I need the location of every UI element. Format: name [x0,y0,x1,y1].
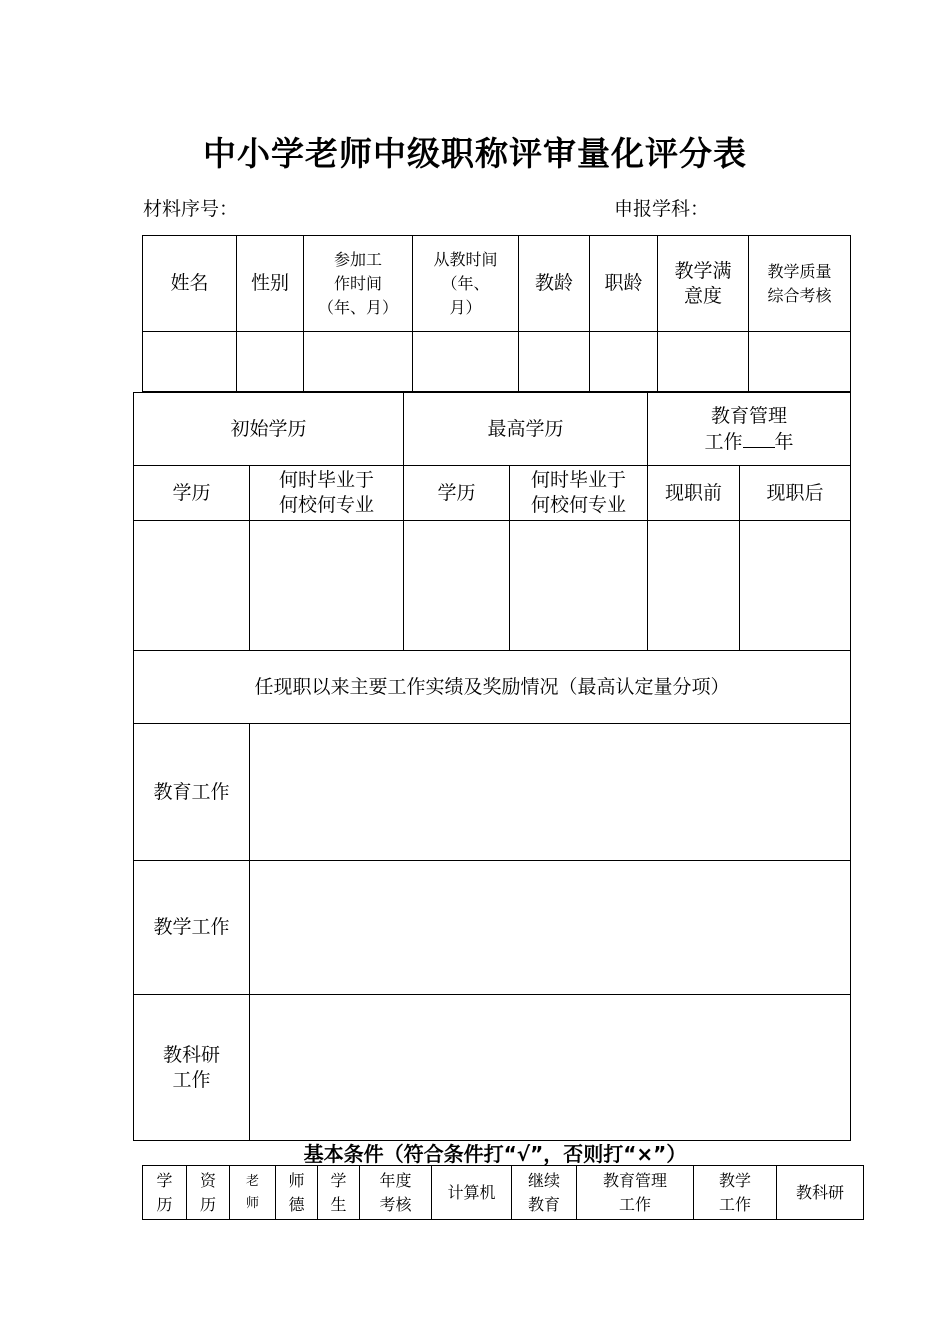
basic-col-teacher: 老 师 [230,1166,276,1220]
input-initial-graduation[interactable] [250,521,404,651]
input-teaching-start-time[interactable] [413,332,519,392]
basic-conditions-heading: 基本条件（符合条件打“√”，否则打“×”） [303,1142,687,1166]
input-work-start-time[interactable] [304,332,413,392]
header-work-start-time: 参加工 作时间 （年、月） [304,236,413,332]
input-after-current-title[interactable] [740,521,851,651]
basic-col-continuing-education: 继续 教育 [512,1166,577,1220]
input-highest-graduation[interactable] [510,521,648,651]
basic-col-annual-assessment: 年度 考核 [360,1166,432,1220]
basic-col-qualification: 资 历 [187,1166,230,1220]
initial-education-header: 初始学历 [134,393,404,466]
before-current-title-header: 现职前 [648,466,740,521]
input-highest-degree[interactable] [404,521,510,651]
basic-col-education-management: 教育管理 工作 [577,1166,694,1220]
header-teaching-years: 教龄 [519,236,590,332]
personal-info-table [142,235,851,392]
input-teaching-work[interactable] [250,861,851,995]
material-number-label: 材料序号： [143,198,239,220]
basic-col-students: 学 生 [318,1166,360,1220]
basic-col-teaching: 教学 工作 [694,1166,777,1220]
initial-degree-header: 学历 [134,466,250,521]
input-teaching-satisfaction[interactable] [658,332,749,392]
after-current-title-header: 现职后 [740,466,851,521]
header-name: 姓名 [143,236,237,332]
highest-degree-header: 学历 [404,466,510,521]
input-name[interactable] [143,332,237,392]
input-initial-degree[interactable] [134,521,250,651]
education-management-header: 教育管理 工作 年 [648,393,851,466]
header-title-years: 职龄 [590,236,658,332]
education-work-label: 教育工作 [134,724,250,861]
basic-col-education: 学 历 [143,1166,187,1220]
header-teaching-satisfaction: 教学满 意度 [658,236,749,332]
basic-col-computer: 计算机 [432,1166,512,1220]
header-teaching-quality-assessment: 教学质量 综合考核 [749,236,851,332]
subject-label: 申报学科： [614,198,710,220]
years-blank[interactable] [743,429,775,448]
input-teaching-quality-assessment[interactable] [749,332,851,392]
input-gender[interactable] [237,332,304,392]
header-teaching-start-time: 从教时间 （年、 月） [413,236,519,332]
teaching-work-label: 教学工作 [134,861,250,995]
education-achievements-table [133,392,851,1141]
basic-conditions-table [142,1165,864,1220]
highest-graduation-header: 何时毕业于 何校何专业 [510,466,648,521]
input-title-years[interactable] [590,332,658,392]
basic-col-ethics: 师 德 [276,1166,318,1220]
highest-education-header: 最高学历 [404,393,648,466]
basic-col-research: 教科研 [777,1166,864,1220]
initial-graduation-header: 何时毕业于 何校何专业 [250,466,404,521]
input-research-work[interactable] [250,995,851,1141]
page-title: 中小学老师中级职称评审量化评分表 [203,134,747,173]
research-work-label: 教科研 工作 [134,995,250,1141]
input-before-current-title[interactable] [648,521,740,651]
input-teaching-years[interactable] [519,332,590,392]
header-gender: 性别 [237,236,304,332]
input-education-work[interactable] [250,724,851,861]
achievements-heading: 任现职以来主要工作实绩及奖励情况（最高认定量分项） [134,651,851,724]
